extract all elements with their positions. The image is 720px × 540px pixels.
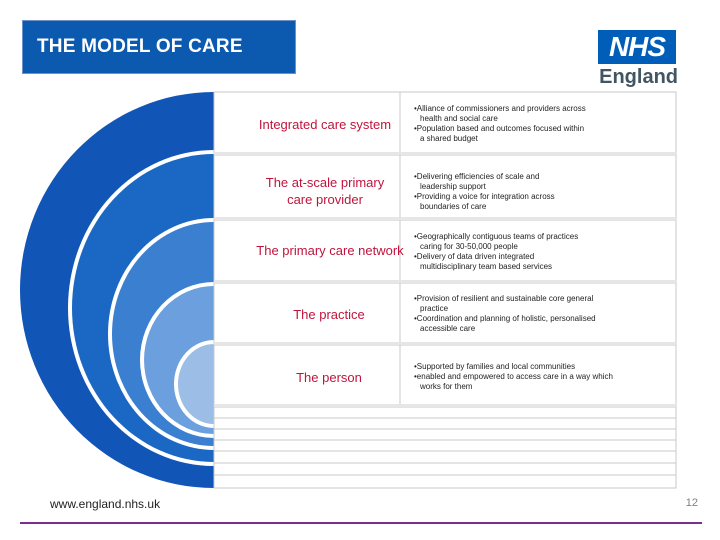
page-number: 12: [685, 497, 698, 509]
row-label-at-scale-provider: The at-scale primary care provider: [265, 175, 385, 207]
slide-title: THE MODEL OF CARE: [37, 36, 243, 57]
footer-url: www.england.nhs.uk: [50, 497, 161, 511]
row-desc-primary-care-network: •Geographically contiguous teams of practices caring for 30-50,000 people •Delivery of data driven integrated multidisciplinary team based services: [414, 232, 579, 271]
row-desc-practice: •Provision of resilient and sustainable core general practice •Coordination and planning of holistic, personalised accessible care: [414, 294, 596, 333]
row-label-integrated-care-system: Integrated care system: [258, 117, 392, 132]
row-desc-integrated-care-system: •Alliance of commissioners and providers across health and social care •Population based and outcomes focused within a shared budget: [414, 104, 586, 143]
footer-rule: [20, 522, 702, 524]
row-label-primary-care-network: The primary care network: [256, 243, 404, 258]
row-label-practice: The practice: [293, 307, 365, 322]
row-desc-at-scale-provider: •Delivering efficiencies of scale and leadership support •Providing a voice for integration across boundaries of care: [414, 172, 555, 211]
row-desc-person: •Supported by families and local communities •enabled and empowered to access care in a way which works for them: [414, 362, 613, 391]
row-label-person: The person: [296, 370, 362, 385]
rows-frame: [214, 92, 676, 488]
logo-region-text: England: [599, 66, 678, 88]
nhs-logo-mark: NHS: [598, 30, 676, 64]
